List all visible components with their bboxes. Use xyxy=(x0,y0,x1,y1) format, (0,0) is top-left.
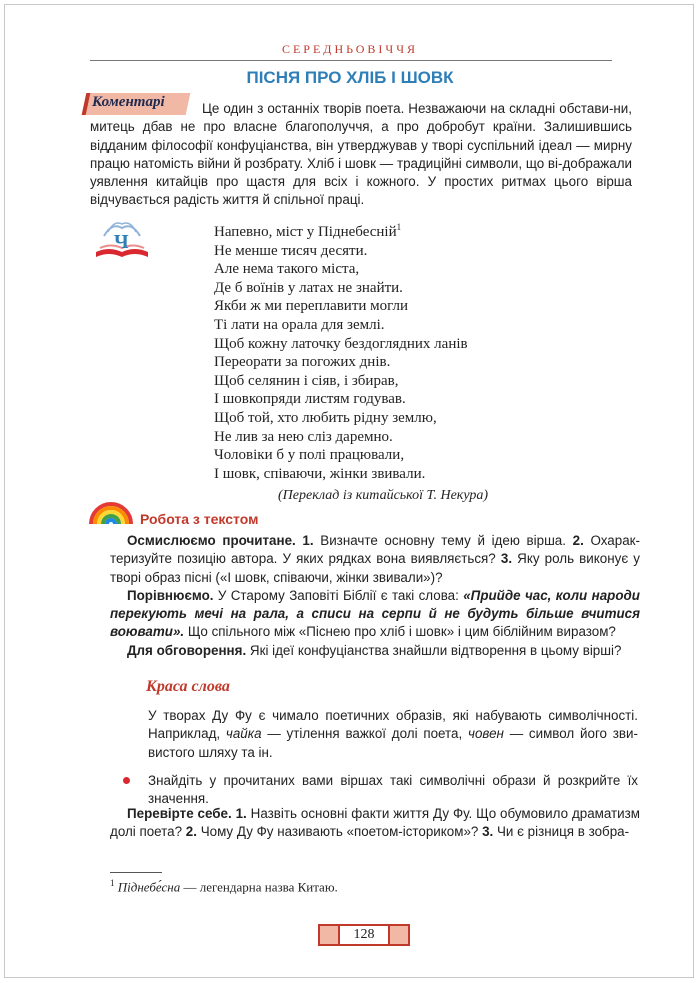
poem-line: Не менше тисяч десяти. xyxy=(214,242,368,259)
self-check-label: Перевірте себе. xyxy=(127,806,232,821)
poem-line: Щоб селянин і сіяв, і збирав, xyxy=(214,372,399,389)
symbol-word: човен xyxy=(468,726,504,742)
poem-line: Чоловіки б у полі працювали, xyxy=(214,447,405,464)
question-text: Визначте основну тему й ідею вірша. xyxy=(320,533,566,548)
work-with-text-block xyxy=(110,532,640,660)
footnote-reference: 1 xyxy=(396,222,402,232)
footnote-mark: 1 xyxy=(110,878,115,888)
symbol-word: чайка xyxy=(225,726,262,742)
beauty-text: — утілення важкої долі поета, xyxy=(267,726,463,742)
page-title: ПІСНЯ ПРО ХЛІБ І ШОВК xyxy=(246,68,454,87)
poem-line: Не лив за нею сліз даремно. xyxy=(214,428,393,445)
question-number: 2. xyxy=(185,824,197,840)
comments-tag: Коментарі xyxy=(92,94,165,110)
question-number: 2. xyxy=(572,533,584,548)
discussion-text: Які ідеї конфуціанства знайшли відтворення в цьому вірші? xyxy=(249,642,622,658)
poem-line: І шовкопряди листям годував. xyxy=(214,391,406,408)
poem-line: Але нема такого міста, xyxy=(214,261,360,278)
footnote-rule xyxy=(110,872,162,873)
poem-line: Переорати за погожих днів. xyxy=(214,354,391,371)
beauty-paragraph xyxy=(148,707,638,762)
section-header: СЕРЕДНЬОВІЧЧЯ xyxy=(281,42,419,56)
poem-first-line: Напевно, міст у Піднебесній xyxy=(214,224,397,240)
compare-question: Що спільного між «Піснею про хліб і шовк» і цим біблійним виразом? xyxy=(187,624,616,640)
beauty-task xyxy=(148,772,638,809)
poem-line: І шовк, співаючи, жінки звивали. xyxy=(214,465,426,482)
page-number-decor-left xyxy=(318,924,340,946)
question-text: Чому Ду Фу називають «поетом-істориком»? xyxy=(200,824,479,840)
poem-line xyxy=(214,218,488,242)
work-paragraph-3 xyxy=(110,642,640,660)
bullet-icon xyxy=(123,777,130,784)
work-paragraph-1 xyxy=(110,532,640,587)
self-check-block xyxy=(110,805,640,842)
poem-line: Ті лати на орала для землі. xyxy=(214,316,385,333)
translation-credit: (Переклад із китайської Т. Некура) xyxy=(278,488,489,504)
question-number: 3. xyxy=(500,551,513,567)
task-text: Знайдіть у прочитаних вами віршах такі символічні образи й розкрийте їх значення. xyxy=(148,772,638,807)
question-text: Чи є різниця в зобра- xyxy=(497,824,630,840)
comments-text: Це один з останніх творів поета. Незважаючи на складні обстави-ни, митець дбав не про власне благополуччя, а про добробут країни. Залишившись відданим філософії конфуціанства, він утверджував у творі суспільний ідеал — мирну працю натомість війни й розбрату. Хліб і шовк — традиційні символи, що ві-дображали уявлення китайців про щастя для всіх і кожного. У простих ритмах цього вірша відчувається радість життя й спільної праці. xyxy=(90,101,632,208)
poem-line: Де б воїнів у латах не знайти. xyxy=(214,279,403,296)
work-label-discussion: Для обговорення. xyxy=(127,642,247,658)
page-number-decor-right xyxy=(388,924,410,946)
footnote-term: Піднебе́сна xyxy=(117,879,181,895)
beauty-of-word-heading: Краса слова xyxy=(146,678,230,695)
question-text: Охарак-теризуйте позицію автора. У яких рядках вона виявляється? xyxy=(110,533,640,567)
work-label-comprehension: Осмислюємо прочитане. xyxy=(127,533,296,548)
footnote-text: — легендарна назва Китаю. xyxy=(183,879,338,895)
beauty-of-word-block xyxy=(148,707,638,808)
page-number: 128 xyxy=(340,924,388,946)
poem-line: Щоб той, хто любить рідну землю, xyxy=(214,409,437,426)
reading-book-icon xyxy=(92,214,152,264)
work-label-compare: Порівнюємо. xyxy=(127,587,214,603)
rainbow-icon xyxy=(88,496,134,526)
question-text: Яку роль виконує у творі образ пісні («І шовк, співаючи, жінки звивали»)? xyxy=(110,551,640,585)
reading-icon-letter: Ч xyxy=(114,231,129,253)
beauty-text: У творах Ду Фу є чимало поетичних образів, які набувають символічності. Наприклад, xyxy=(148,708,638,742)
poem xyxy=(214,218,488,506)
bible-quote: «Прийде час, коли народи перекують мечі на рала, а списи на серпи й не будуть більше вчитися воювати». xyxy=(110,587,640,640)
comments-paragraph xyxy=(90,100,632,210)
footnote xyxy=(110,878,338,895)
compare-text: У Старому Заповіті Біблії є такі слова: xyxy=(217,587,459,603)
poem-line: Якби ж ми переплавити могли xyxy=(214,298,409,315)
question-number: 1. xyxy=(302,533,314,548)
poem-line: Щоб кожну латочку бездоглядних ланів xyxy=(214,335,468,352)
question-number: 3. xyxy=(482,824,494,840)
question-text: Назвіть основні факти життя Ду Фу. Що обумовило драматизм долі поета? xyxy=(110,806,640,840)
question-number: 1. xyxy=(235,806,247,821)
work-paragraph-2 xyxy=(110,587,640,642)
header-rule xyxy=(90,60,612,61)
beauty-text: — символ його зви-вистого шляху та ін. xyxy=(148,726,638,760)
work-with-text-heading: Робота з текстом xyxy=(140,511,259,527)
